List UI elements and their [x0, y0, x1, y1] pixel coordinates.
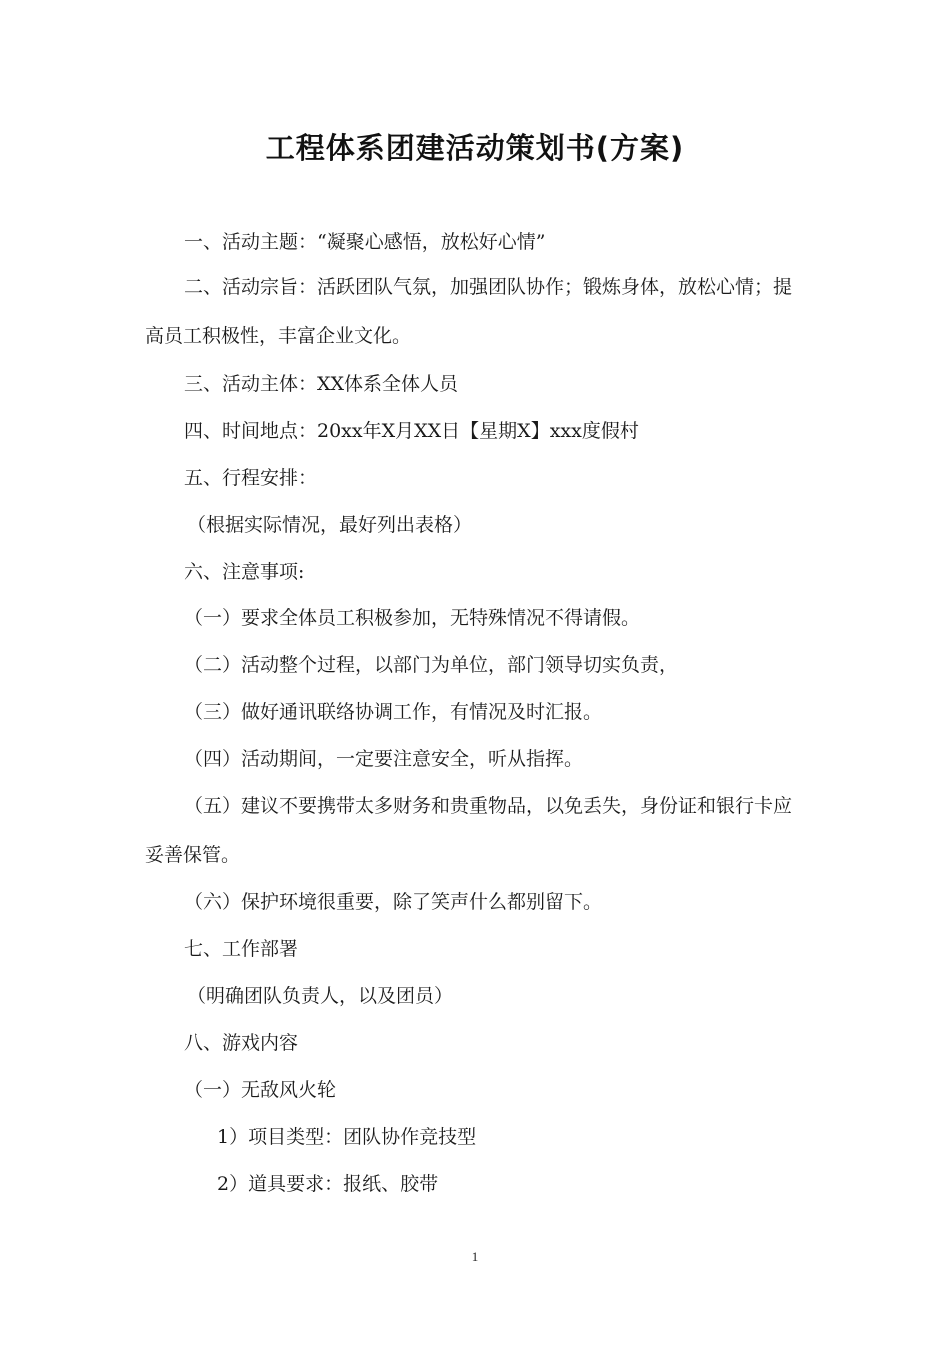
game-item-1: （一）无敌风火轮 [184, 1079, 337, 1101]
section-assignment: 七、工作部署 [184, 938, 299, 960]
document-title: 工程体系团建活动策划书(方案) [265, 131, 685, 165]
schedule-note: （根据实际情况，最好列出表格） [187, 514, 473, 536]
game-detail-type: 1）项目类型：团队协作竞技型 [217, 1126, 477, 1148]
note-item-1: （一）要求全体员工积极参加，无特殊情况不得请假。 [184, 607, 641, 629]
section-theme: 一、活动主题：“凝聚心感悟，放松好心情” [184, 231, 546, 253]
page-number: 1 [471, 1249, 479, 1264]
note-item-6: （六）保护环境很重要，除了笑声什么都别留下。 [184, 891, 603, 913]
note-item-2: （二）活动整个过程，以部门为单位，部门领导切实负责， [184, 654, 679, 676]
game-detail-props: 2）道具要求：报纸、胶带 [217, 1173, 439, 1195]
note-item-4: （四）活动期间，一定要注意安全，听从指挥。 [184, 748, 584, 770]
assignment-note: （明确团队负责人，以及团员） [187, 985, 454, 1007]
note-item-5-cont: 妥善保管。 [145, 844, 241, 866]
section-purpose-cont: 高员工积极性，丰富企业文化。 [145, 325, 412, 347]
section-time-place: 四、时间地点：20xx年X月XX日【星期X】xxx度假村 [184, 420, 639, 442]
section-schedule: 五、行程安排： [184, 467, 318, 489]
note-item-3: （三）做好通讯联络协调工作，有情况及时汇报。 [184, 701, 603, 723]
section-notes: 六、注意事项: [184, 561, 305, 583]
note-item-5: （五）建议不要携带太多财务和贵重物品，以免丢失，身份证和银行卡应 [184, 795, 793, 817]
section-purpose: 二、活动宗旨：活跃团队气氛，加强团队协作；锻炼身体，放松心情；提 [184, 276, 793, 298]
section-games: 八、游戏内容 [184, 1032, 299, 1054]
section-participants: 三、活动主体：XX体系全体人员 [184, 373, 459, 395]
